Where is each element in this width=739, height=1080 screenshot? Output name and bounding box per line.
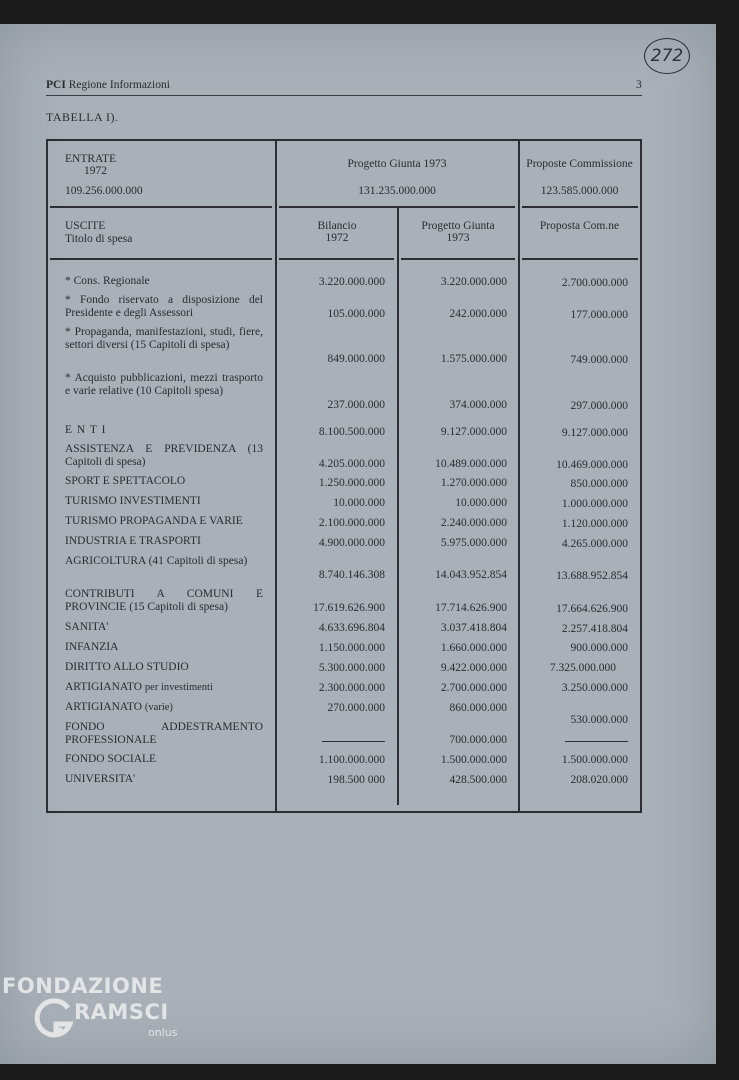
row-label: * Propaganda, manifestazioni, studi, fiere, settori diversi (15 Capitoli di spesa) bbox=[65, 326, 263, 351]
proposte-commissione-total: 123.585.000.000 bbox=[540, 185, 619, 197]
cell-bilancio: 5.300.000.000 bbox=[318, 662, 385, 674]
row-label-main: ARTIGIANATO bbox=[65, 681, 143, 693]
row-label: FONDO ADDESTRAMENTO PROFESSIONALE bbox=[65, 721, 263, 746]
cell-progetto: 5.975.000.000 bbox=[440, 537, 507, 549]
row-label: SANITA' bbox=[65, 621, 109, 633]
watermark-line2: RAMSCI bbox=[74, 1000, 169, 1024]
table-left-border bbox=[46, 139, 48, 812]
row-label: UNIVERSITA' bbox=[65, 773, 136, 785]
row-label: INDUSTRIA E TRASPORTI bbox=[65, 535, 201, 547]
publication-header bbox=[46, 79, 170, 91]
table-right-border bbox=[640, 139, 642, 812]
entrate-year: 1972 bbox=[84, 165, 107, 177]
cell-progetto: 242.000.000 bbox=[449, 308, 507, 320]
cell-progetto: 10.489.000.000 bbox=[435, 458, 507, 470]
row-label-note: per investimenti bbox=[144, 682, 213, 693]
col-header-bilancio-year: 1972 bbox=[325, 232, 349, 244]
header-rule bbox=[46, 95, 642, 96]
cell-progetto: 374.000.000 bbox=[449, 399, 507, 411]
col-header-progetto-year: 1973 bbox=[446, 232, 470, 244]
row-label: E N T I bbox=[65, 424, 107, 436]
row-label: * Fondo riservato a disposizione del Presidente e degli Assessori bbox=[65, 294, 263, 319]
cell-progetto: 1.660.000.000 bbox=[440, 642, 507, 654]
table-top-border bbox=[46, 139, 642, 141]
archive-watermark bbox=[2, 974, 192, 1074]
row-label: AGRICOLTURA (41 Capitoli di spesa) bbox=[65, 555, 248, 567]
cell-bilancio: 198.500 000 bbox=[327, 774, 385, 786]
subheader-separator-c bbox=[401, 258, 515, 260]
cell-progetto: 9.422.000.000 bbox=[440, 662, 507, 674]
cell-progetto: 9.127.000.000 bbox=[440, 426, 507, 438]
cell-progetto: 1.270.000.000 bbox=[440, 477, 507, 489]
watermark-line3: onlus bbox=[148, 1026, 178, 1039]
cell-progetto: 10.000.000 bbox=[455, 497, 507, 509]
cell-proposta: 208.020.000 bbox=[570, 774, 628, 786]
row-label: * Acquisto pubblicazioni, mezzi trasporto e varie relative (10 Capitoli spesa) bbox=[65, 372, 263, 397]
page-number: 3 bbox=[636, 79, 642, 91]
cell-progetto: 14.043.952.854 bbox=[435, 569, 507, 581]
cell-proposta: 10.469.000.000 bbox=[556, 459, 628, 471]
table-bottom-border bbox=[46, 811, 642, 813]
cell-bilancio: 1.100.000.000 bbox=[318, 754, 385, 766]
cell-progetto: 1.575.000.000 bbox=[440, 353, 507, 365]
cell-bilancio: 2.100.000.000 bbox=[318, 517, 385, 529]
cell-progetto: 1.500.000.000 bbox=[440, 754, 507, 766]
progetto-giunta-header: Progetto Giunta 1973 bbox=[347, 158, 447, 170]
cell-proposta: 2.257.418.804 bbox=[561, 623, 628, 635]
row-label: TURISMO INVESTIMENTI bbox=[65, 495, 201, 507]
cell-proposta-combined: 530.000.000 bbox=[570, 714, 628, 726]
cell-bilancio: 4.205.000.000 bbox=[318, 458, 385, 470]
cell-proposta: 1.000.000.000 bbox=[561, 498, 628, 510]
publication-name-bold: PCI bbox=[46, 79, 66, 91]
row-label: ASSISTENZA E PREVIDENZA (13 Capitoli di spesa) bbox=[65, 443, 263, 468]
subheader-separator-a bbox=[50, 258, 272, 260]
cell-bilancio: 4.633.696.804 bbox=[318, 622, 385, 634]
subheader-separator-d bbox=[522, 258, 638, 260]
cell-proposta: 4.265.000.000 bbox=[561, 538, 628, 550]
publication-name: Regione Informazioni bbox=[68, 79, 170, 91]
cell-progetto: 2.240.000.000 bbox=[440, 517, 507, 529]
cell-progetto: 2.700.000.000 bbox=[440, 682, 507, 694]
row-label-note: (varie) bbox=[144, 702, 173, 713]
uscite-label: USCITE bbox=[65, 220, 106, 232]
watermark-g-logo-icon bbox=[32, 998, 74, 1040]
watermark-line1: FONDAZIONE bbox=[2, 974, 164, 998]
cell-proposta: 900.000.000 bbox=[570, 642, 628, 654]
column-divider-2 bbox=[397, 208, 399, 805]
row-label bbox=[65, 681, 263, 694]
cell-proposta: 7.325.000.000 bbox=[549, 662, 616, 674]
header-separator-b bbox=[279, 206, 515, 208]
row-label: * Cons. Regionale bbox=[65, 275, 150, 287]
cell-proposta: 17.664.626.900 bbox=[556, 603, 628, 615]
empty-cell-dash bbox=[322, 741, 385, 742]
cell-bilancio: 17.619.626.900 bbox=[313, 602, 385, 614]
titolo-di-spesa-label: Titolo di spesa bbox=[65, 233, 133, 245]
cell-bilancio: 237.000.000 bbox=[327, 399, 385, 411]
header-separator-c bbox=[522, 206, 638, 208]
entrate-label: ENTRATE bbox=[65, 153, 117, 165]
handwritten-page-number: 272 bbox=[644, 38, 690, 74]
cell-bilancio: 8.740.146.308 bbox=[318, 569, 385, 581]
cell-bilancio: 3.220.000.000 bbox=[318, 276, 385, 288]
row-label bbox=[65, 701, 263, 714]
cell-proposta: 1.500.000.000 bbox=[561, 754, 628, 766]
cell-progetto: 860.000.000 bbox=[449, 702, 507, 714]
cell-bilancio: 849.000.000 bbox=[327, 353, 385, 365]
cell-progetto: 700.000.000 bbox=[449, 734, 507, 746]
cell-progetto: 3.220.000.000 bbox=[440, 276, 507, 288]
cell-proposta: 297.000.000 bbox=[570, 400, 628, 412]
table-title: TABELLA I). bbox=[46, 110, 119, 124]
cell-bilancio: 8.100.500.000 bbox=[318, 426, 385, 438]
cell-proposta: 749.000.000 bbox=[570, 354, 628, 366]
cell-bilancio: 105.000.000 bbox=[327, 308, 385, 320]
header-separator-a bbox=[50, 206, 272, 208]
row-label: DIRITTO ALLO STUDIO bbox=[65, 661, 189, 673]
cell-bilancio: 2.300.000.000 bbox=[318, 682, 385, 694]
col-header-proposta: Proposta Com.ne bbox=[539, 220, 620, 232]
col-header-progetto: Progetto Giunta bbox=[421, 220, 495, 232]
cell-bilancio: 1.250.000.000 bbox=[318, 477, 385, 489]
cell-progetto: 17.714.626.900 bbox=[435, 602, 507, 614]
cell-progetto: 3.037.418.804 bbox=[440, 622, 507, 634]
column-divider-3 bbox=[518, 139, 520, 812]
row-label: TURISMO PROPAGANDA E VARIE bbox=[65, 515, 243, 527]
cell-bilancio: 4.900.000.000 bbox=[318, 537, 385, 549]
col-header-bilancio: Bilancio bbox=[317, 220, 357, 232]
cell-bilancio: 10.000.000 bbox=[333, 497, 385, 509]
row-label: INFANZIA bbox=[65, 641, 119, 653]
row-label: SPORT E SPETTACOLO bbox=[65, 475, 186, 487]
cell-proposta: 9.127.000.000 bbox=[561, 427, 628, 439]
progetto-giunta-total: 131.235.000.000 bbox=[358, 185, 436, 197]
cell-proposta: 13.688.952.854 bbox=[556, 570, 628, 582]
proposte-commissione-header: Proposte Commissione bbox=[526, 158, 633, 170]
cell-proposta: 3.250.000.000 bbox=[561, 682, 628, 694]
cell-proposta: 850.000.000 bbox=[570, 478, 628, 490]
entrate-value: 109.256.000.000 bbox=[65, 185, 143, 197]
cell-proposta: 2.700.000.000 bbox=[561, 277, 628, 289]
row-label: FONDO SOCIALE bbox=[65, 753, 157, 765]
subheader-separator-b bbox=[279, 258, 394, 260]
cell-bilancio: 1.150.000.000 bbox=[318, 642, 385, 654]
row-label-main: ARTIGIANATO bbox=[65, 701, 143, 713]
cell-proposta: 1.120.000.000 bbox=[561, 518, 628, 530]
cell-progetto: 428.500.000 bbox=[449, 774, 507, 786]
cell-bilancio: 270.000.000 bbox=[327, 702, 385, 714]
cell-proposta: 177.000.000 bbox=[570, 309, 628, 321]
row-label: CONTRIBUTI A COMUNI E PROVINCIE (15 Capitoli di spesa) bbox=[65, 588, 263, 613]
empty-cell-dash bbox=[565, 741, 628, 742]
